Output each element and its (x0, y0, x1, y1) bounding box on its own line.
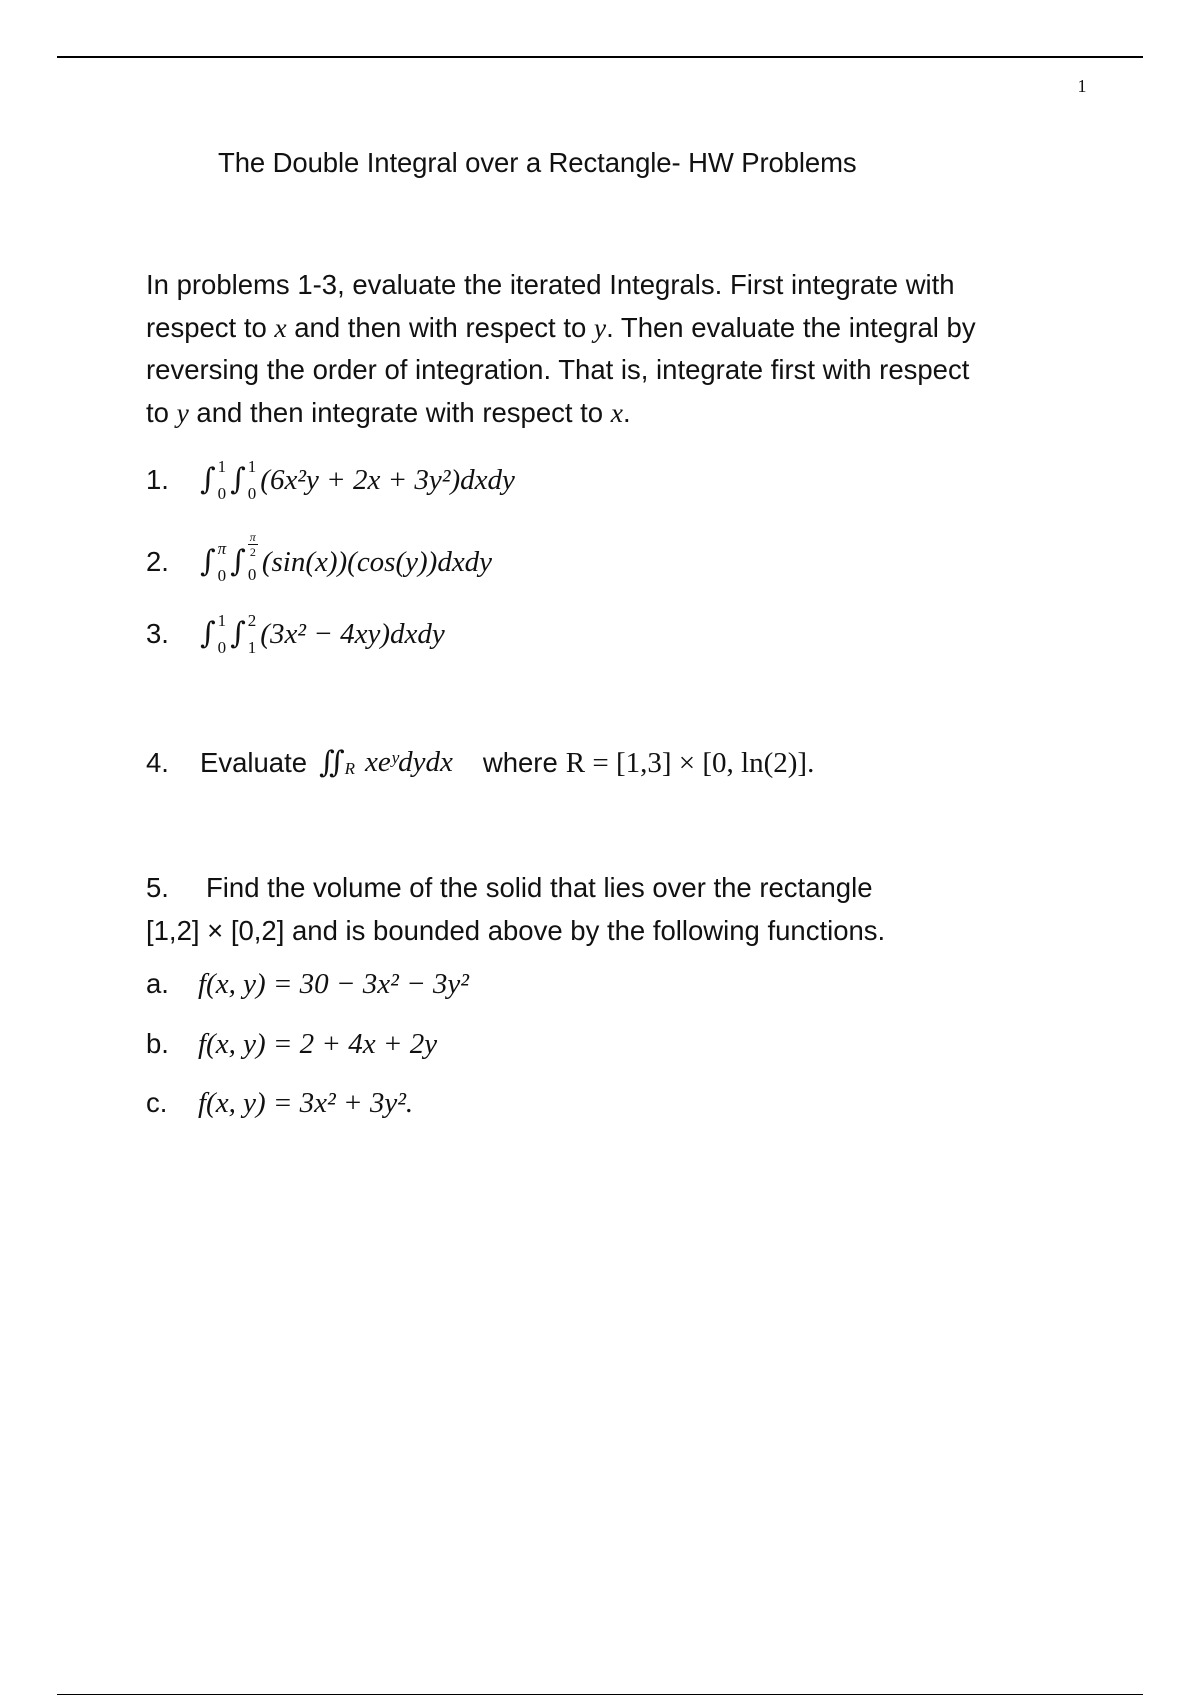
problem-number: 1. (146, 464, 169, 495)
integral-limits-outer (218, 612, 227, 656)
text-run: respect to (146, 311, 275, 343)
problem-5 (146, 866, 885, 952)
integral-sign: ∫ (230, 462, 246, 497)
page-number: 1 (1077, 76, 1087, 96)
instructions-line-4 (146, 392, 1086, 435)
function-expression: f(x, y) = 2 + 4x + 2y (198, 1028, 438, 1060)
region-definition: R = [1,3] × [0, ln(2)]. (565, 746, 815, 779)
upper-limit: 1 (217, 611, 227, 630)
double-integral-sign: ∬ (319, 744, 345, 780)
lower-limit: 1 (247, 638, 257, 657)
problem-number: 4. (146, 746, 169, 778)
upper-limit: π (217, 539, 227, 558)
problem-5-part-c (146, 1087, 413, 1120)
part-label: a. (146, 968, 169, 999)
problem-5-part-b (146, 1028, 437, 1061)
lower-limit: 0 (217, 484, 227, 503)
lower-limit: 0 (247, 565, 257, 584)
lower-limit: 0 (217, 638, 227, 657)
problem-5-line-2: [1,2] × [0,2] and is bounded above by the following functions. (146, 915, 886, 946)
problem-1 (146, 458, 515, 502)
integrand: (6x²y + 2x + 3y²)dxdy (260, 463, 515, 496)
document-title: The Double Integral over a Rectangle- HW Problems (218, 147, 857, 178)
problem-number: 2. (146, 546, 169, 577)
integral-sign: ∫ (200, 616, 216, 651)
integrand: (3x² − 4xy)dxdy (260, 617, 445, 650)
math-variable: y (593, 311, 607, 343)
integral-sign: ∫ (230, 616, 246, 651)
problem-5-part-a (146, 968, 469, 1001)
math-variable: x (274, 311, 287, 343)
lower-limit: 0 (247, 484, 257, 503)
integral-limits-outer (218, 458, 227, 502)
text-run: and then with respect to (286, 311, 594, 343)
upper-limit-fraction (248, 531, 258, 558)
problem-expression (319, 746, 453, 779)
integrand: xeʸdydx (364, 746, 453, 778)
fraction-numerator: π (249, 530, 256, 544)
upper-limit: 1 (247, 457, 257, 476)
problem-3 (146, 612, 445, 656)
problem-4-verb: Evaluate (200, 746, 308, 778)
lower-limit: 0 (217, 566, 227, 585)
instructions-line-1: In problems 1-3, evaluate the iterated Integrals. First integrate with (146, 269, 955, 300)
problem-expression (200, 530, 493, 585)
function-expression: f(x, y) = 3x² + 3y². (198, 1087, 414, 1119)
integrand: (sin(x))(cos(y))dxdy (261, 545, 493, 578)
integral-sign: ∫ (230, 544, 246, 579)
math-variable: y (176, 396, 189, 428)
integral-limits-inner (248, 458, 257, 502)
problem-expression (200, 458, 515, 502)
instructions-line-2 (146, 307, 1086, 350)
upper-limit: 2 (247, 611, 257, 630)
math-variable: x (610, 396, 623, 428)
upper-limit: 1 (217, 457, 227, 476)
header-rule (57, 56, 1143, 58)
region-subscript: R (344, 759, 355, 778)
text-run: and then integrate with respect to (188, 396, 611, 428)
part-label: c. (146, 1087, 168, 1118)
where-label: where (482, 746, 558, 778)
fraction-denominator: 2 (249, 545, 256, 559)
function-expression: f(x, y) = 30 − 3x² − 3y² (198, 968, 469, 1000)
integral-sign: ∫ (200, 462, 216, 497)
instructions-line-3: reversing the order of integration. That is, integrate first with respect (146, 354, 970, 385)
problem-2 (146, 530, 493, 585)
text-run: . Then evaluate the integral by (606, 311, 976, 343)
part-label: b. (146, 1028, 169, 1059)
integral-limits-inner (248, 612, 257, 656)
problem-5-text: Find the volume of the solid that lies over the rectangle (206, 872, 873, 903)
text-run: to (146, 396, 177, 428)
problem-number: 3. (146, 618, 169, 649)
instructions-paragraph (146, 264, 1086, 434)
problem-4 (146, 746, 814, 780)
problem-expression (200, 612, 445, 656)
problem-number: 5. (146, 872, 169, 903)
integral-limits-outer (218, 540, 227, 584)
text-run: . (622, 396, 631, 428)
integral-sign: ∫ (200, 544, 216, 579)
footer-rule (57, 1694, 1143, 1695)
integral-limits-inner (248, 531, 258, 583)
problem-5-line-1 (146, 866, 885, 909)
